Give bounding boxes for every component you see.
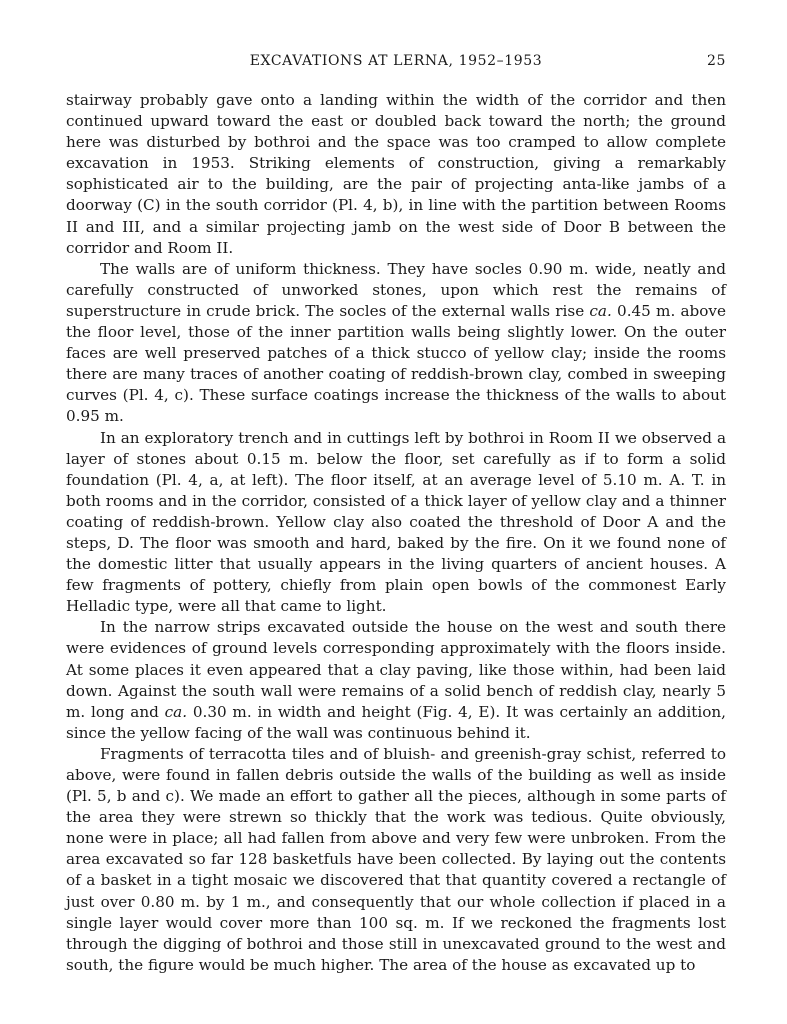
paragraph-5 — [66, 744, 726, 976]
paragraph-5-text: Fragments of terracotta tiles and of bluish- and greenish-gray schist, referred to above, were found in fallen debris outside the walls of the building as well as inside (Pl. 5, b and c). We made an effort to gather all the pieces, although in some parts of the area they were strewn so thickly that the work was tedious. Quite obviously, none were in place; all had fallen from above and very few were unbroken. From the area excavated so far 128 basketfuls have been collected. By laying out the contents of a basket in a tight mosaic we discovered that that quantity covered a rectangle of just over 0.80 m. by 1 m., and consequently that our whole collection if placed in a single layer would cover more than 100 sq. m. If we reckoned the fragments lost through the digging of bothroi and those still in unexcavated ground to the west and south, the figure would be much higher. The area of the house as excavated up to — [66, 744, 726, 974]
running-title: EXCAVATIONS AT LERNA, 1952–1953 — [249, 53, 543, 69]
paragraph-3 — [66, 428, 726, 618]
paragraph-1-text: stairway probably gave onto a landing within the width of the corridor and then continued upward toward the east or doubled back toward the north; the ground here was disturbed by bothroi and the space was too cramped to allow complete excavation in 1953. Striking elements of construction, giving a remarkably sophisticated air to the building, are the pair of projecting anta-like jambs of a doorway (C) in the south corridor (Pl. 4, b), in line with the partition between Rooms II and III, and a similar projecting jamb on the west side of Door B between the corridor and Room II. — [66, 91, 726, 257]
paragraph-4-text-b: 0.30 m. in width and height (Fig. 4, E). It was certainly an addition, since the yellow facing of the wall was continuous behind it. — [66, 702, 726, 742]
paragraph-4 — [66, 617, 726, 744]
running-header — [66, 53, 726, 73]
paragraph-2-text-b: 0.45 m. above the floor level, those of the inner partition walls being slightly lower. On the outer faces are well preserved patches of a thick stucco of yellow clay; inside the rooms there are many traces of another coating of reddish-brown clay, combed in sweeping curves (Pl. 4, c). These surface coatings increase the thickness of the walls to about 0.95 m. — [66, 301, 726, 426]
body-text — [66, 90, 726, 976]
italic-abbreviation: ca. — [589, 301, 612, 320]
paragraph-2-text-a: The walls are of uniform thickness. They have socles 0.90 m. wide, neatly and carefully constructed of unworked stones, upon which rest the remains of superstructure in crude brick. The socles of the external walls rise — [66, 259, 726, 320]
paragraph-3-text: In an exploratory trench and in cuttings left by bothroi in Room II we observed a layer of stones about 0.15 m. below the floor, set carefully as if to form a solid foundation (Pl. 4, a, at left). The floor itself, at an average level of 5.10 m. A. T. in both rooms and in the corridor, consisted of a thick layer of yellow clay and a thinner coating of reddish-brown. Yellow clay also coated the threshold of Door A and the steps, D. The floor was smooth and hard, baked by the fire. On it we found none of the domestic litter that usually appears in the living quarters of ancient houses. A few fragments of pottery, chiefly from plain open bowls of the commonest Early Helladic type, were all that came to light. — [66, 428, 726, 616]
paragraph-4-text-a: In the narrow strips excavated outside the house on the west and south there were evidences of ground levels corresponding approximately with the floors inside. At some places it even appeared that a clay paving, like those within, had been laid down. Against the south wall were remains of a solid bench of reddish clay, nearly 5 m. long and — [66, 618, 726, 721]
paragraph-2 — [66, 259, 726, 428]
paragraph-1 — [66, 90, 726, 259]
page-number: 25 — [706, 53, 726, 69]
italic-abbreviation: ca. — [164, 702, 188, 721]
